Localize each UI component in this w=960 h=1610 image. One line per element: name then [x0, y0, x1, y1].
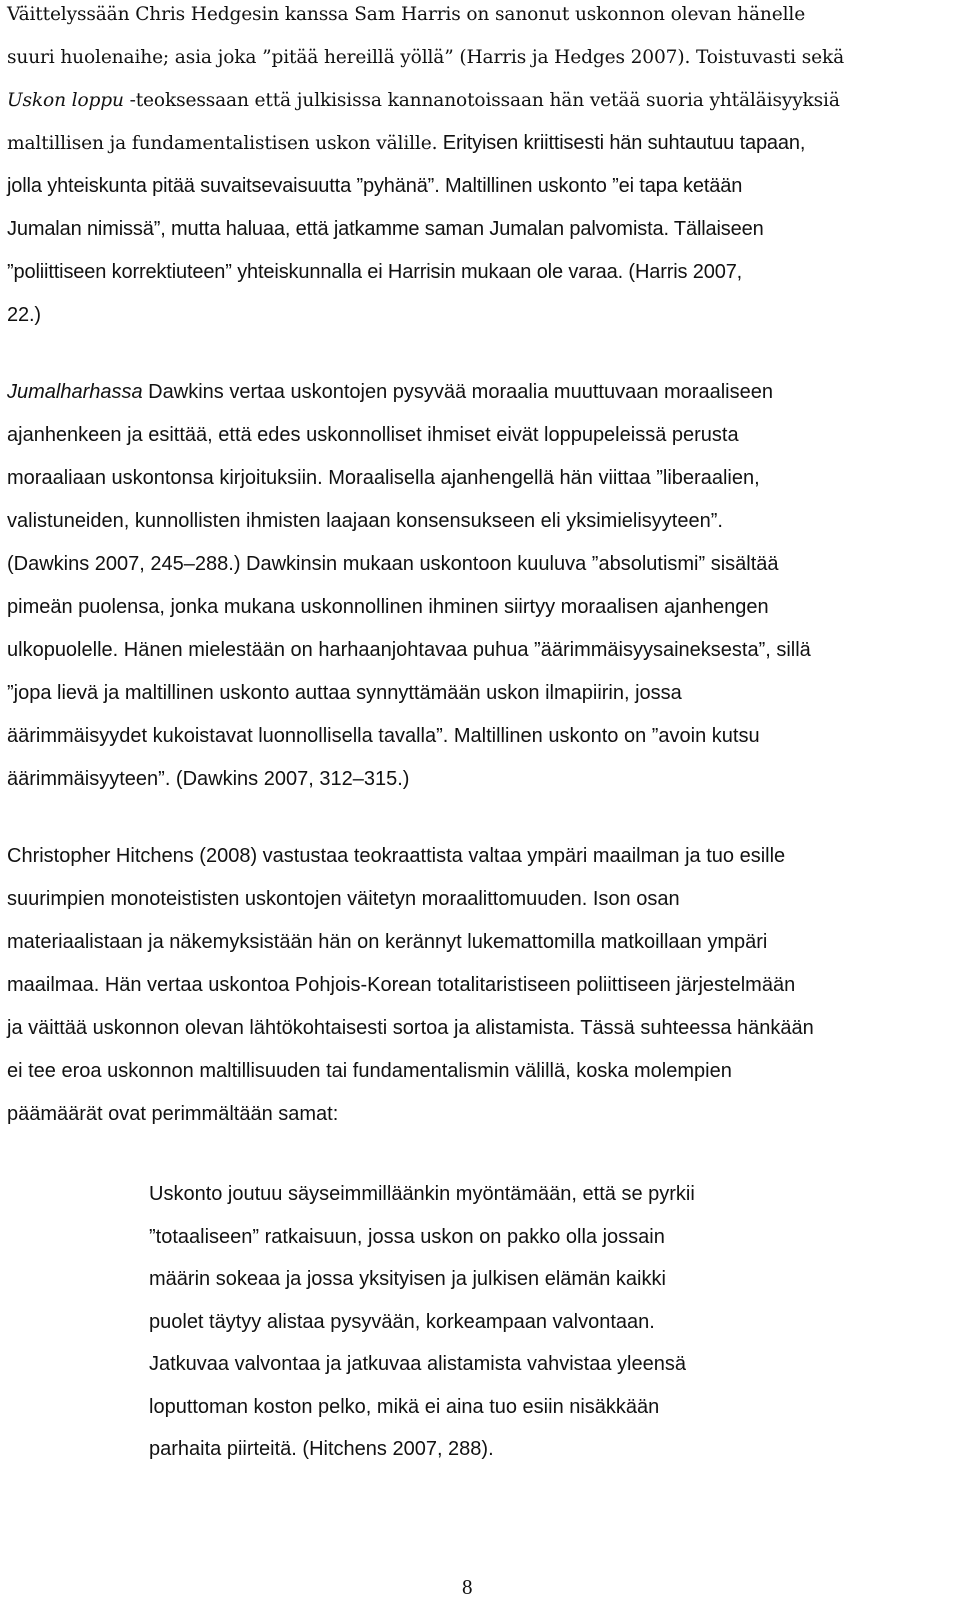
text-line: ja väittää uskonnon olevan lähtökohtaisesti sortoa ja alistamista. Tässä suhteessa hänkään — [7, 1017, 814, 1039]
text-line: Christopher Hitchens (2008) vastustaa teokraattista valtaa ympäri maailman ja tuo esille — [7, 845, 786, 867]
text-line: maltillisen ja fundamentalistisen uskon välille. Erityisen kriittisesti hän suhtautuu tapaan, — [7, 132, 806, 154]
block-quote — [149, 1173, 849, 1471]
text-line: Uskon loppu -teoksessaan että julkisissa kannanotoissaan hän vetää suoria yhtäläisyyksiä — [7, 90, 840, 111]
text-line: Jumalharhassa Dawkins vertaa uskontojen pysyvää moraalia muuttuvaan moraaliseen — [7, 381, 773, 403]
text-line: suurimpien monoteististen uskontojen väitetyn moraalittomuuden. Ison osan — [7, 888, 680, 910]
text-line: Jumalan nimissä”, mutta haluaa, että jatkamme saman Jumalan palvomista. Tällaiseen — [7, 218, 764, 240]
text-line: päämäärät ovat perimmältään samat: — [7, 1103, 339, 1125]
text-line: äärimmäisyydet kukoistavat luonnollisella tavalla”. Maltillinen uskonto on ”avoin kutsu — [7, 725, 760, 747]
text-line: ulkopuolelle. Hänen mielestään on harhaanjohtavaa puhua ”äärimmäisyysaineksesta”, sillä — [7, 639, 811, 661]
text-line: ”poliittiseen korrektiuteen” yhteiskunnalla ei Harrisin mukaan ole varaa. (Harris 2007, — [7, 261, 743, 283]
text-line: maailmaa. Hän vertaa uskontoa Pohjois-Korean totalitaristiseen poliittiseen järjestelmään — [7, 974, 796, 996]
quote-line: loputtoman koston pelko, mikä ei aina tuo esiin nisäkkään — [149, 1395, 660, 1418]
text-line: ”jopa lievä ja maltillinen uskonto auttaa synnyttämään uskon ilmapiirin, jossa — [7, 682, 682, 704]
text-line: ajanhenkeen ja esittää, että edes uskonnolliset ihmiset eivät loppupeleissä perusta — [7, 424, 739, 446]
quote-line: puolet täytyy alistaa pysyvään, korkeampaan valvontaan. — [149, 1310, 655, 1333]
text-line: äärimmäisyyteen”. (Dawkins 2007, 312‒315.) — [7, 768, 410, 790]
text-line: pimeän puolensa, jonka mukana uskonnollinen ihminen siirtyy moraalisen ajanhengen — [7, 596, 769, 618]
book-title: Jumalharhassa — [7, 381, 143, 403]
quote-line: Uskonto joutuu säyseimmilläänkin myöntämään, että se pyrkii — [149, 1183, 695, 1205]
quote-line: parhaita piirteitä. (Hitchens 2007, 288). — [149, 1438, 494, 1460]
text-line: 22.) — [7, 304, 41, 326]
text-line: ei tee eroa uskonnon maltillisuuden tai fundamentalismin välillä, koska molempien — [7, 1060, 732, 1082]
quote-line: Jatkuvaa valvontaa ja jatkuvaa alistamista vahvistaa yleensä — [149, 1353, 686, 1375]
text-line: moraaliaan uskontonsa kirjoituksiin. Moraalisella ajanhengellä hän viittaa ”liberaalien, — [7, 467, 760, 489]
paragraph-dawkins — [7, 371, 952, 801]
text-line: Väittelyssään Chris Hedgesin kanssa Sam Harris on sanonut uskonnon olevan hänelle — [7, 4, 806, 25]
page-number: 8 — [462, 1575, 473, 1599]
paragraph-harris — [7, 0, 952, 337]
text-line: suuri huolenaihe; asia joka ”pitää hereillä yöllä” (Harris ja Hedges 2007). Toistuvasti sekä — [7, 47, 845, 68]
text-line: (Dawkins 2007, 245‒288.) Dawkinsin mukaan uskontoon kuuluva ”absolutismi” sisältää — [7, 553, 779, 575]
paragraph-hitchens — [7, 835, 952, 1136]
quote-line: ”totaaliseen” ratkaisuun, jossa uskon on pakko olla jossain — [149, 1225, 665, 1248]
text-line: valistuneiden, kunnollisten ihmisten laajaan konsensukseen eli yksimielisyyteen”. — [7, 510, 723, 532]
book-title: Uskon loppu — [7, 90, 124, 111]
text-line: materiaalistaan ja näkemyksistään hän on kerännyt lukemattomilla matkoillaan ympäri — [7, 931, 768, 953]
text-line: jolla yhteiskunta pitää suvaitsevaisuutta ”pyhänä”. Maltillinen uskonto ”ei tapa ketään — [7, 175, 743, 197]
quote-line: määrin sokeaa ja jossa yksityisen ja julkisen elämän kaikki — [149, 1268, 666, 1290]
